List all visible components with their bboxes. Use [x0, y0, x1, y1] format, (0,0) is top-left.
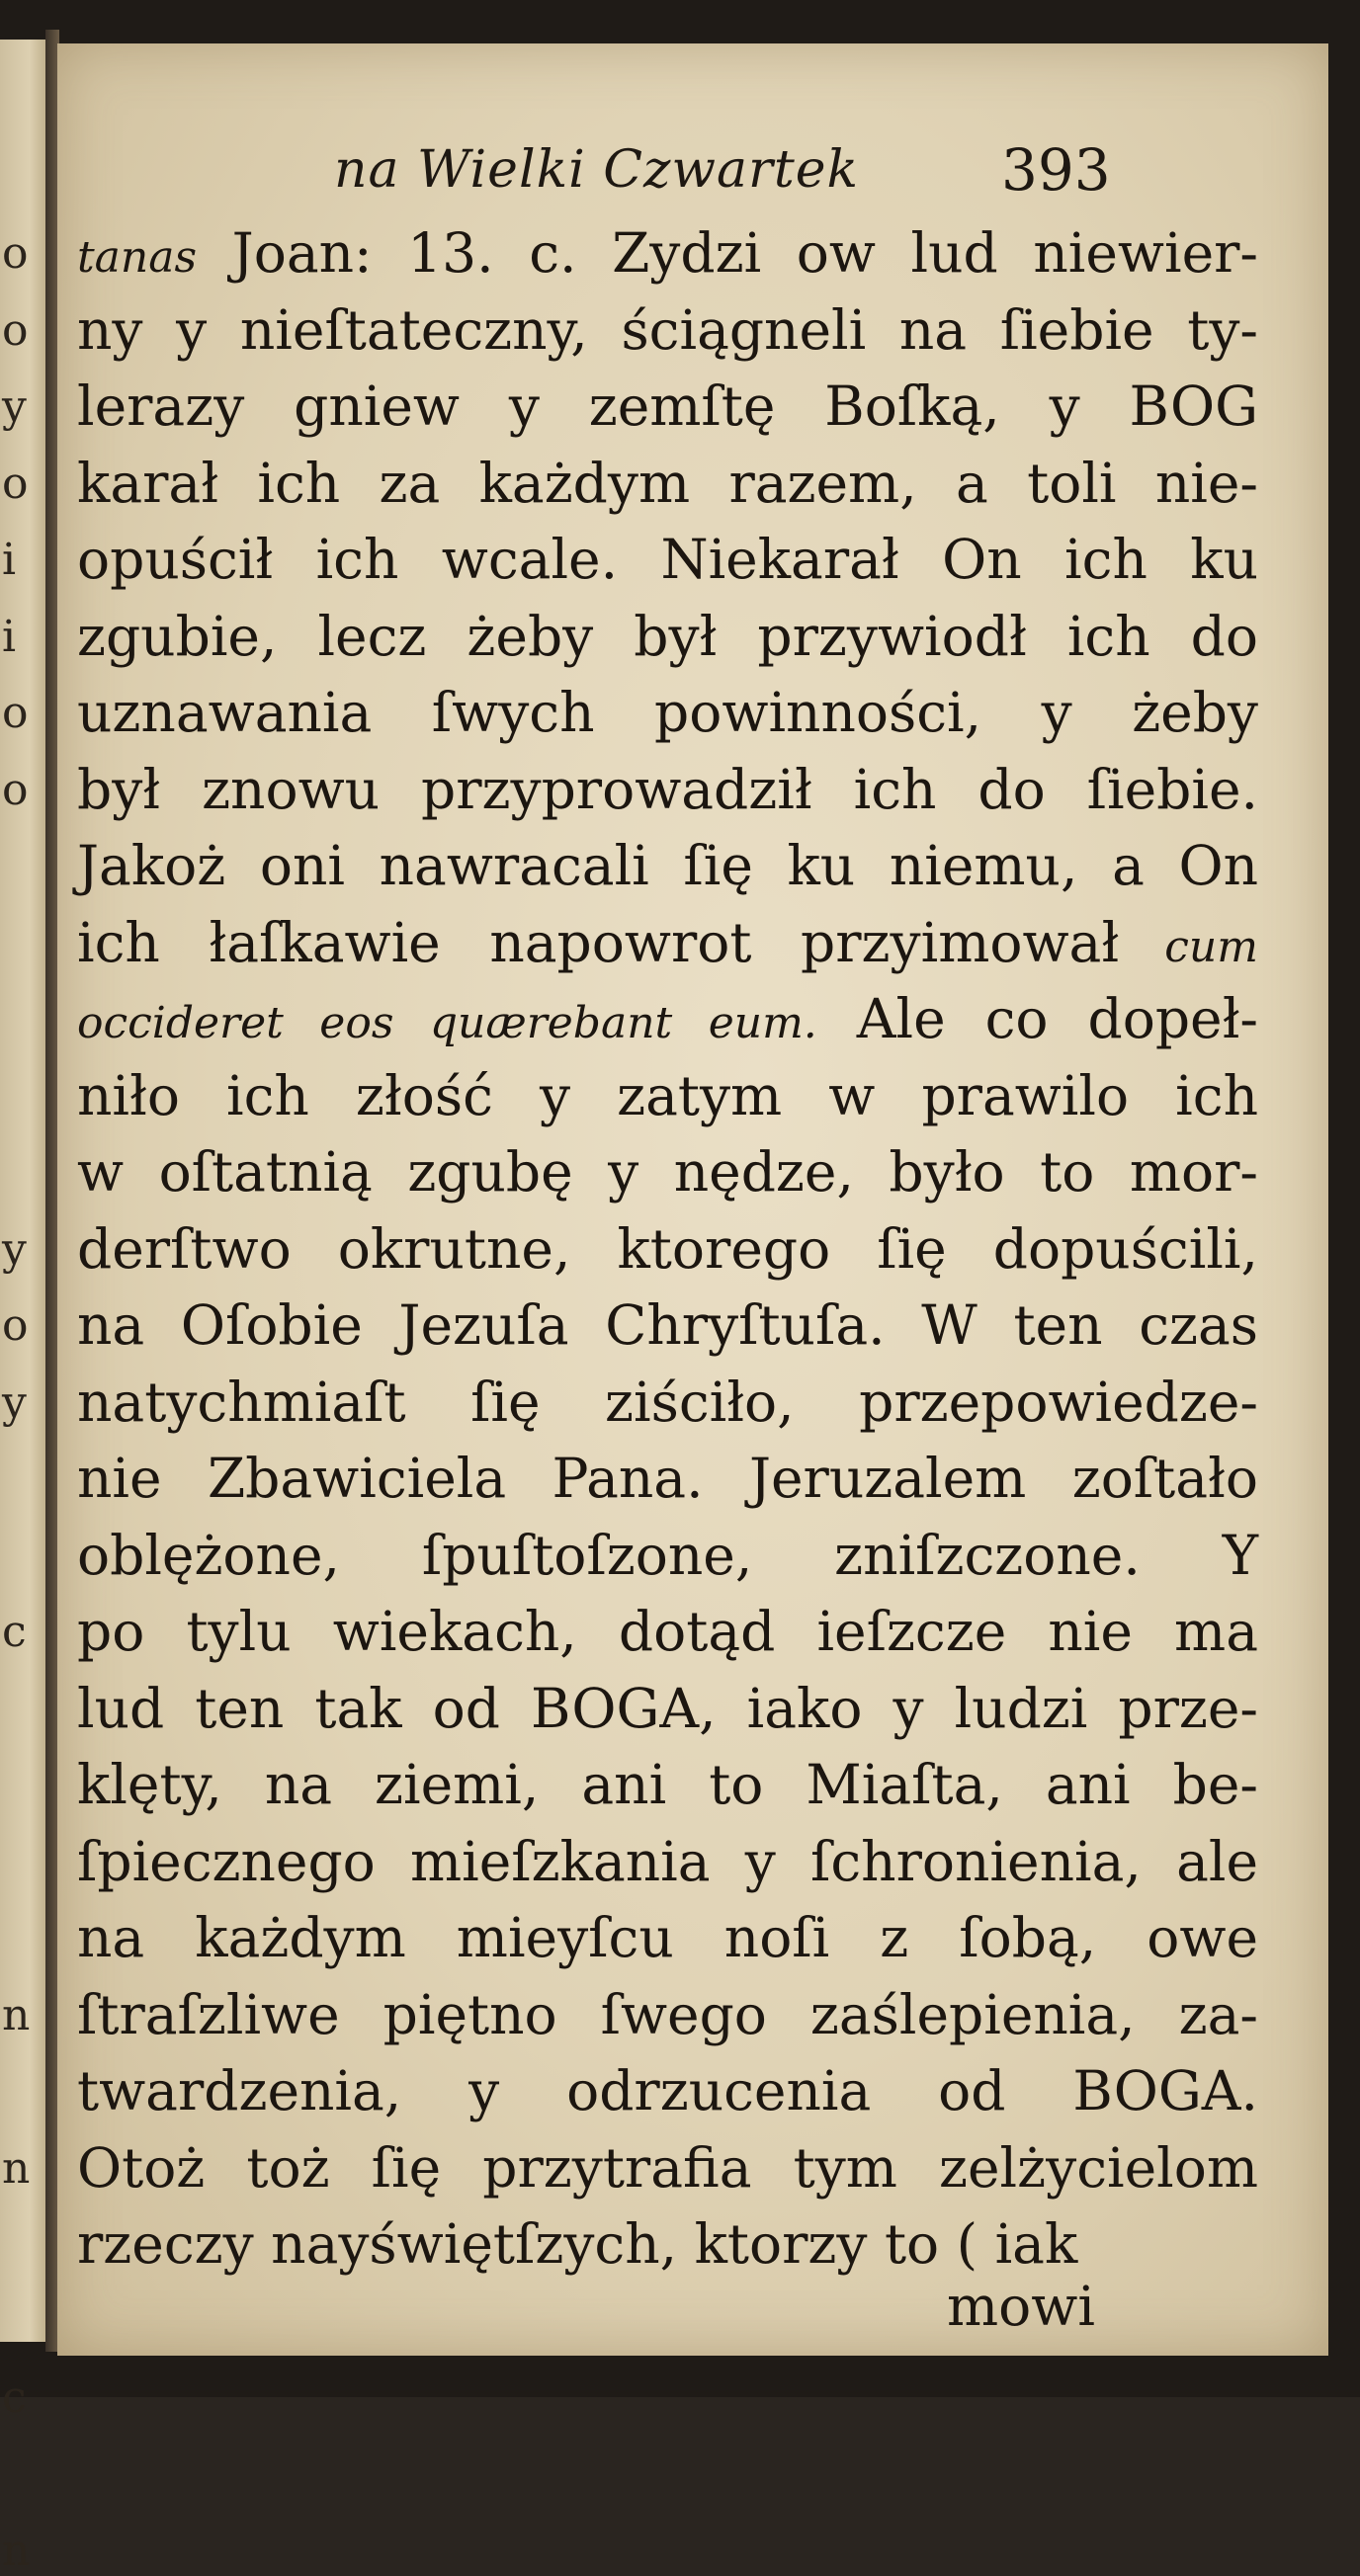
facing-page-fragment: i [2, 611, 17, 662]
running-head [57, 136, 1328, 209]
text-line [77, 374, 1258, 438]
text-line [77, 1523, 1258, 1587]
facing-page-fragment: o [2, 228, 29, 279]
text-line [77, 2059, 1258, 2122]
line-text: ſtraſzliwe piętno ſwego zaślepienia, za- [77, 1982, 1258, 2046]
text-line [77, 1676, 1258, 1740]
line-text: niło ich złość y zatym w prawilo ich [77, 1063, 1258, 1127]
facing-page-fragment: c [2, 2372, 27, 2423]
text-line [77, 910, 1258, 974]
line-text: Joan: 13. c. Zydzi ow lud niewier- [197, 221, 1258, 285]
text-line [77, 1370, 1258, 1434]
line-text: derſtwo okrutne, ktorego ſię dopuścili, [77, 1216, 1258, 1281]
text-line [77, 1982, 1258, 2046]
text-line [77, 681, 1258, 744]
line-text: uznawania ſwych powinności, y żeby [77, 681, 1258, 744]
text-line [77, 1293, 1258, 1357]
line-text: ſpiecznego mieſzkania y ſchronienia, ale [77, 1829, 1258, 1893]
catchword: mowi [947, 2275, 1095, 2338]
line-text: lerazy gniew y zemſtę Boſką, y BOG [77, 374, 1258, 438]
text-line [77, 1753, 1258, 1816]
text-line [77, 2135, 1258, 2200]
line-text: Jakoż oni nawracali ſię ku niemu, a On [77, 834, 1258, 897]
italic-run: occideret eos quærebant eum. [77, 998, 817, 1048]
text-line [77, 2212, 1258, 2276]
facing-page-fragment: o [2, 764, 29, 815]
text-line [77, 1906, 1258, 1969]
facing-page-fragment: i [2, 535, 17, 585]
line-text: po tylu wiekach, dotąd ieſzcze nie ma [77, 1600, 1258, 1663]
facing-page-fragment: n [2, 2142, 31, 2194]
text-line [77, 604, 1258, 668]
italic-run: tanas [77, 232, 198, 283]
line-text: ich łaſkawie napowrot przyimował [77, 910, 1120, 974]
line-text: nie Zbawiciela Pana. Jeruzalem zoſtało [77, 1447, 1258, 1510]
facing-page-edge [0, 40, 49, 2576]
line-text: natychmiaſt ſię ziściło, przepowiedze- [77, 1370, 1258, 1434]
facing-page-fragment: y [2, 1376, 27, 1428]
text-line [77, 757, 1258, 821]
line-text: ny y nieſtateczny, ściągneli na ſiebie ty- [77, 297, 1258, 362]
line-text: Ale co dopeł- [816, 987, 1258, 1050]
text-line [77, 1140, 1258, 1204]
facing-page-fragment: y [2, 1223, 27, 1275]
line-text: na każdym mieyſcu noſi z ſobą, owe [77, 1906, 1258, 1969]
text-line [77, 834, 1258, 897]
book-page [57, 43, 1328, 2356]
text-line [77, 1063, 1258, 1127]
line-text: opuścił ich wcale. Niekarał On ich ku [77, 528, 1258, 591]
text-line [77, 451, 1258, 515]
text-line [77, 1829, 1258, 1893]
line-text: w oſtatnią zgubę y nędze, było to mor- [77, 1140, 1258, 1204]
running-title: na Wielki Czwartek [334, 140, 859, 200]
facing-page-fragment: y [2, 381, 27, 432]
facing-page-fragment: o [2, 1300, 29, 1351]
facing-page-fragment: n [2, 1989, 31, 2040]
line-text: rzeczy nayświętſzych, ktorzy to ( iak [77, 2212, 1078, 2276]
text-line [77, 1447, 1258, 1510]
text-line [77, 221, 1258, 285]
text-line [77, 297, 1258, 362]
text-line [77, 1600, 1258, 1663]
italic-run: cum [1119, 921, 1258, 972]
line-text: klęty, na ziemi, ani to Miaſta, ani be- [77, 1753, 1258, 1816]
page-number: 393 [1001, 136, 1111, 204]
line-text: twardzenia, y odrzucenia od BOGA. [77, 2059, 1258, 2122]
text-line [77, 987, 1258, 1050]
facing-page-fragment: o [2, 304, 29, 356]
line-text: Otoż toż ſię przytrafia tym zelżycielom [77, 2135, 1258, 2200]
facing-page-fragment: c [2, 1607, 27, 1657]
line-text: na Oſobie Jezuſa Chryſtuſa. W ten czas [77, 1293, 1258, 1357]
line-text: oblężone, ſpuſtoſzone, zniſzczone. Y [77, 1523, 1258, 1587]
line-text: był znowu przyprowadził ich do ſiebie. [77, 757, 1258, 821]
text-line [77, 1216, 1258, 1281]
facing-page-fragment: o [2, 688, 29, 738]
line-text: karał ich za każdym razem, a toli nie- [77, 451, 1258, 515]
line-text: zgubie, lecz żeby był przywiodł ich do [77, 604, 1258, 668]
facing-page-fragment: o [2, 457, 29, 509]
facing-page-fragment: n [2, 2526, 31, 2576]
line-text: lud ten tak od BOGA, iako y ludzi prze- [77, 1676, 1258, 1740]
text-line [77, 528, 1258, 591]
